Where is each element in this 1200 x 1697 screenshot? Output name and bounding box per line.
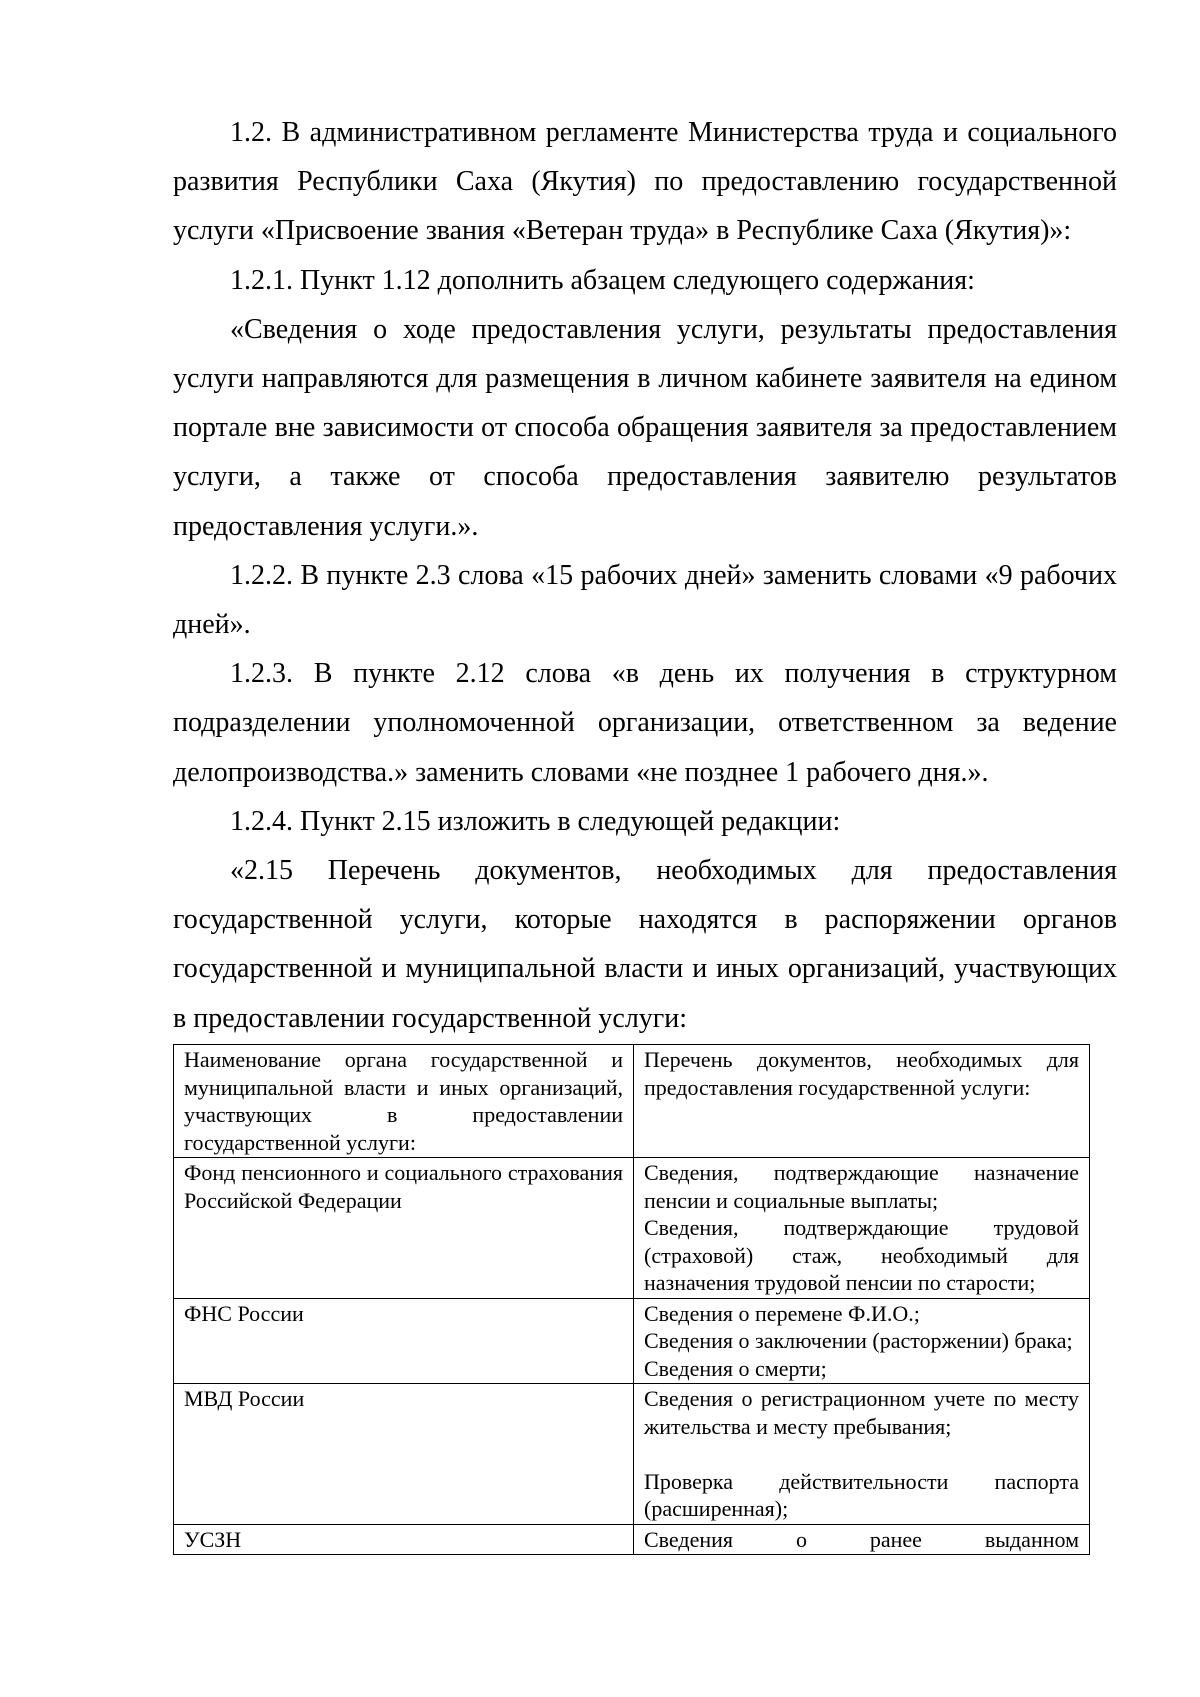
paragraph-1-2-3: 1.2.3. В пункте 2.12 слова «в день их получения в структурном подразделении уполномоченной организации, ответственном за ведение делопроизводства.» заменить словами «не позднее 1 рабочего дня.».: [173, 658, 1117, 788]
paragraph-quote-1-12: «Сведения о ходе предоставления услуги, результаты предоставления услуги направляются для размещения в личном кабинете заявителя на едином портале вне зависимости от способа обращения заявителя за предоставлением услуги, а также от способа предоставления заявителю результатов предоставления услуги.».: [173, 313, 1117, 542]
table-row: [174, 1158, 1090, 1299]
blank-line: [644, 1440, 1079, 1468]
paragraph-1-2-2: 1.2.2. В пункте 2.3 слова «15 рабочих дней» заменить словами «9 рабочих дней».: [173, 559, 1117, 641]
document-body: [173, 108, 1117, 1043]
table-row: [174, 1384, 1090, 1525]
table-header-organ: Наименование органа государственной и муниципальной власти и иных организаций, участвующих в предоставлении государственной услуги:: [174, 1045, 634, 1158]
document-item: Сведения, подтверждающие трудовой (страховой) стаж, необходимый для назначения трудовой пенсии по старости;: [644, 1215, 1079, 1295]
organ-cell: Фонд пенсионного и социального страхования Российской Федерации: [174, 1158, 634, 1299]
document-item: Сведения о перемене Ф.И.О.;: [644, 1300, 920, 1326]
document-item: Сведения о ранее выданном: [644, 1526, 1079, 1552]
paragraph-quote-2-15: «2.15 Перечень документов, необходимых для предоставления государственной услуги, которые находятся в распоряжении органов государственной и муниципальной власти и иных организаций, участвующих в предоставлении государственной услуги:: [173, 855, 1117, 1034]
document-item: Сведения, подтверждающие назначение пенсии и социальные выплаты;: [644, 1160, 1079, 1213]
document-item: Проверка действительности паспорта (расширенная);: [644, 1468, 1079, 1521]
organ-cell: ФНС России: [174, 1298, 634, 1384]
document-item: Сведения о смерти;: [644, 1355, 827, 1381]
table-header-row: [174, 1045, 1090, 1158]
documents-table: [173, 1044, 1090, 1555]
document-item: Сведения о регистрационном учете по месту жительства и месту пребывания;: [644, 1386, 1079, 1439]
table-row: [174, 1524, 1090, 1555]
paragraph-1-2: 1.2. В административном регламенте Министерства труда и социального развития Республики Саха (Якутия) по предоставлению государственной услуги «Присвоение звания «Ветеран труда» в Республике Саха (Якутия)»:: [173, 117, 1117, 247]
organ-cell: УСЗН: [174, 1524, 634, 1555]
documents-cell: [634, 1158, 1090, 1299]
documents-cell: [634, 1298, 1090, 1384]
paragraph-1-2-1: 1.2.1. Пункт 1.12 дополнить абзацем следующего содержания:: [230, 264, 975, 296]
documents-cell: [634, 1524, 1090, 1555]
table-row: [174, 1298, 1090, 1384]
documents-cell: [634, 1384, 1090, 1525]
paragraph-1-2-4: 1.2.4. Пункт 2.15 изложить в следующей редакции:: [230, 805, 841, 837]
organ-cell: МВД России: [174, 1384, 634, 1525]
table-header-documents: Перечень документов, необходимых для предоставления государственной услуги:: [634, 1045, 1090, 1158]
document-item: Сведения о заключении (расторжении) брака;: [644, 1328, 1073, 1353]
